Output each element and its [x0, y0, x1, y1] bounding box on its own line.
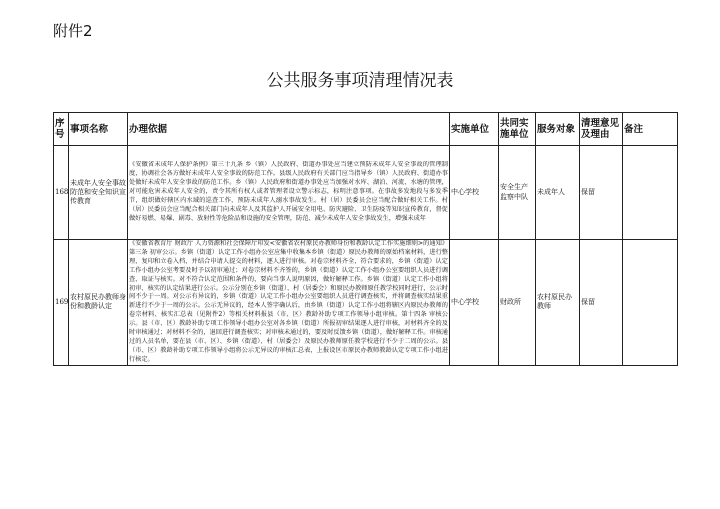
row-basis-text: 《安徽省未成年人保护条例》第三十九条 乡（镇）人民政府、街道办事处应当建立预防未成年人安全事故的管理制度，协调社会各方做好未成年人安全事故的防范工作。县级人民政府有关部门应当指导乡（镇）人民政府、街道办事处做好未成年人安全事故的防范工作。乡（镇）人民政府和街道办事处应当加强对水库、湖泊、河流、水塘的管理，对可能危害未成年人安全的，责令其所有权人或者管理者设立警示标志，标明注意事项。在事故多发地段与多发季节，组织做好辖区内水域的巡查工作，预防未成年人溺水事故发生。村（居）民委员会应当配合做好相关工作。村（居）民委员会应当配合相关部门向未成年人及其监护人开展安全用电、防灾避险、卫生防疫等知识宣传教育，督促做好易燃、易爆、剧毒、放射性等危险品和设施的安全管理，防范、减少未成年人安全事故发生，增强未成年 — [129, 161, 448, 222]
row-target: 未成年人 — [536, 146, 580, 240]
row-target: 农村原民办教师 — [536, 240, 580, 366]
row-name: 农村原民办教师身份和教龄认定 — [69, 240, 128, 366]
row-seq: 169 — [54, 240, 69, 366]
header-seq: 序号 — [54, 113, 69, 146]
table-row — [54, 240, 678, 366]
attachment-label: 附件2 — [53, 22, 93, 40]
row-opinion: 保留 — [580, 240, 623, 366]
header-co-unit: 共同实施单位 — [499, 113, 536, 146]
row-co-unit: 安全生产监察中队 — [499, 146, 536, 240]
header-name: 事项名称 — [69, 113, 128, 146]
row-basis: 《安徽省教育厅 财政厅 人力资源和社会保障厅印发<安徽省农村原民办教师身份和教龄认定工作实施细则>的通知》第三条 初审公示。乡镇（街道）认定工作小组办公室应集中收集本乡镇（街道）原民办教师的原始档案材料，进行整理、复印和立卷入档，并结合申请人提交的材料，逐人进行审核。对卷宗材料齐全，符合要求的，乡镇（街道）认定工作小组办公室考要及时予以初审通过；对卷宗材料不齐签的，乡镇（街道）认定工作小组办公室要组织人员进行调查、取证与核实。对不符合认定范围和条件的，要向当事人说明原因，做好解释工作。乡镇（街道）认定工作小组将初审、核实的认定结果进行公示。公示分别在乡镇（街道）、村（居委会）和原民办教师原任教学校同时进行，公示时间不少于一周。对公示有异议的，乡镇（街道）认定工作小组办公室要组织人员进行调查核实，并将调查核实结果重新进行不少于一周的公示。公示无异议的，经本人签字确认后，由乡镇（街道）认定工作小组将辖区内原民办教师的卷宗材料、核实汇总表（见附件2）等相关材料报县（市、区）教龄补助专项工作领导小组审核。第十四条 审核公示。县（市、区）教龄补助专项工作领导小组办公室对各乡镇（街道）所报初审结果逐人进行审核，对材料齐全的及时审核通过；对材料不全的，退回进行调查核实；对审核未通过的，要及时反馈乡镇（街道），做好解释工作。审核通过的人员名单，要在县（市、区）、乡镇（街道）、村（居委会）及原民办教师原任教学校进行不少于二周的公示。县（市、区）教龄补助专项工作领导小组将公示无异议的审核汇总表，上报设区市原民办教师教龄认定专项工作小组进行核定。 — [128, 240, 450, 366]
row-opinion: 保留 — [580, 146, 623, 240]
row-seq: 168 — [54, 146, 69, 240]
table-header-row — [54, 113, 678, 146]
row-unit: 中心学校 — [450, 240, 499, 366]
row-remark — [623, 146, 678, 240]
table-row — [54, 146, 678, 240]
row-remark — [623, 240, 678, 366]
row-basis — [128, 146, 450, 240]
service-items-table — [53, 112, 678, 366]
header-basis: 办理依据 — [128, 113, 450, 146]
page-title: 公共服务事项清理情况表 — [266, 71, 454, 91]
header-remark: 备注 — [623, 113, 678, 146]
row-unit: 中心学校 — [450, 146, 499, 240]
header-target: 服务对象 — [536, 113, 580, 146]
row-co-unit: 财政所 — [499, 240, 536, 366]
header-unit: 实施单位 — [450, 113, 499, 146]
header-opinion: 清理意见及理由 — [580, 113, 623, 146]
row-name: 未成年人安全事故防范和安全知识宣传教育 — [69, 146, 128, 240]
